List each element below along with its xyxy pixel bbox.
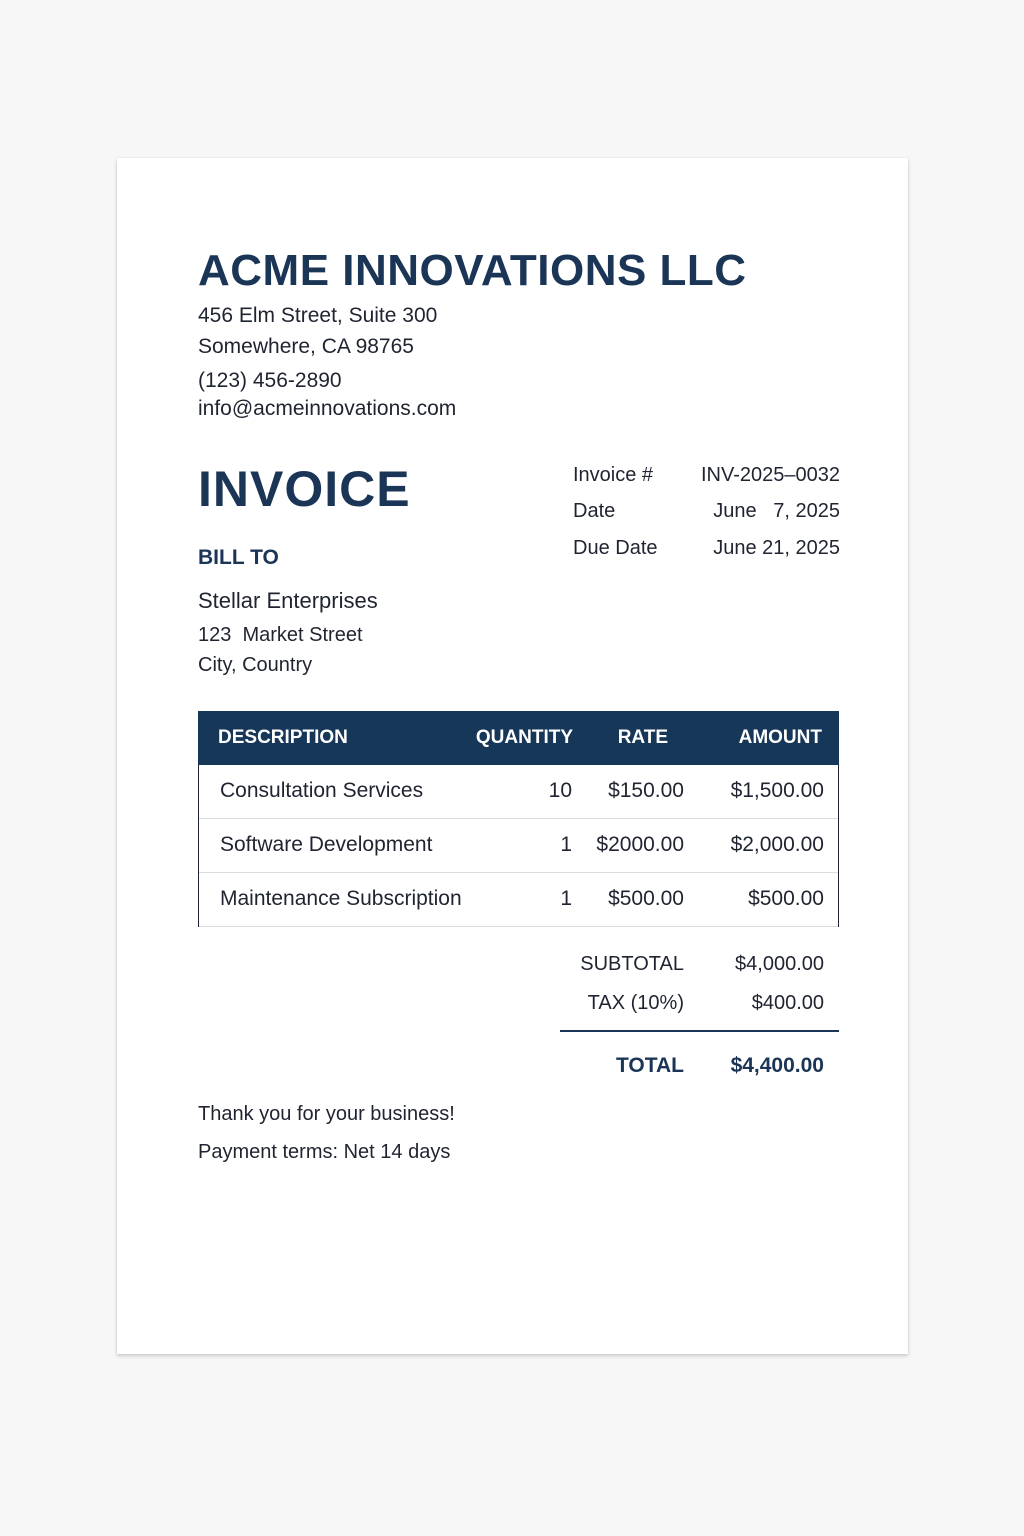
header-amount: AMOUNT — [738, 727, 822, 748]
row-amount: $2,000.00 — [730, 833, 824, 856]
thank-you-note: Thank you for your business! — [198, 1103, 455, 1125]
invoice-number-label: Invoice # — [573, 464, 654, 486]
company-email: info@acmeinnovations.com — [198, 397, 457, 420]
company-name: ACME INNOVATIONS LLC — [198, 246, 747, 295]
row-quantity: 1 — [560, 833, 572, 856]
client-address-line2: City, Country — [198, 654, 313, 676]
subtotal-value: $4,000.00 — [735, 953, 824, 975]
tax-label: TAX (10%) — [587, 992, 684, 1014]
total-value: $4,400.00 — [730, 1054, 824, 1077]
row-description: Consultation Services — [220, 779, 424, 802]
total-label: TOTAL — [615, 1054, 684, 1077]
row-amount: $500.00 — [748, 887, 824, 910]
tax-value: $400.00 — [751, 992, 824, 1014]
row-quantity: 10 — [548, 779, 572, 802]
row-amount: $1,500.00 — [730, 779, 824, 802]
invoice-title: INVOICE — [198, 461, 411, 517]
bill-to-label: BILL TO — [198, 546, 279, 569]
row-rate: $150.00 — [608, 779, 684, 802]
line-items-table — [198, 711, 839, 927]
header-quantity: QUANTITY — [475, 727, 573, 748]
table-header — [198, 711, 839, 765]
invoice-due-label: Due Date — [573, 537, 658, 559]
header-description: DESCRIPTION — [218, 727, 348, 748]
row-quantity: 1 — [560, 887, 572, 910]
client-address-line1: 123 Market Street — [198, 624, 363, 646]
table-body — [198, 765, 839, 927]
subtotal-label: SUBTOTAL — [580, 953, 684, 975]
company-address-line2: Somewhere, CA 98765 — [198, 335, 414, 358]
totals-divider — [560, 1030, 839, 1032]
row-description: Maintenance Subscription — [220, 887, 462, 910]
invoice-date: June 7, 2025 — [713, 500, 840, 522]
row-description: Software Development — [220, 833, 433, 856]
header-rate: RATE — [617, 727, 668, 748]
invoice-number: INV-2025–0032 — [700, 464, 840, 486]
table-row — [199, 765, 838, 819]
table-row — [199, 819, 838, 873]
row-rate: $500.00 — [608, 887, 684, 910]
row-rate: $2000.00 — [596, 833, 684, 856]
company-address-line1: 456 Elm Street, Suite 300 — [198, 304, 438, 327]
payment-terms: Payment terms: Net 14 days — [198, 1141, 451, 1163]
invoice-due-date: June 21, 2025 — [713, 537, 840, 559]
invoice-date-label: Date — [573, 500, 616, 522]
client-name: Stellar Enterprises — [198, 588, 378, 613]
invoice-page — [117, 158, 908, 1354]
company-phone: (123) 456-2890 — [198, 369, 342, 392]
table-row — [199, 873, 838, 927]
